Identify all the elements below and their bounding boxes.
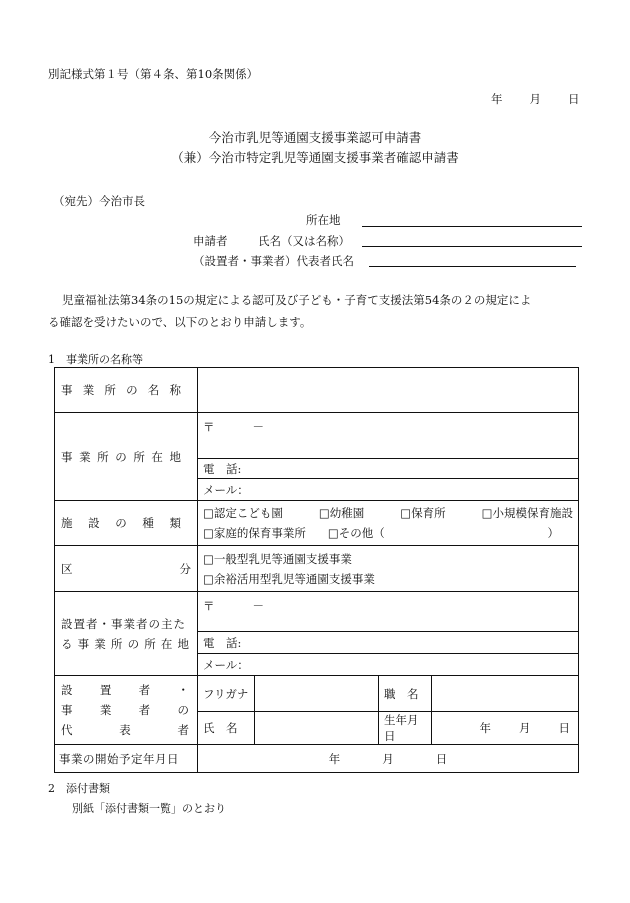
start-date-label: 事業の開始予定年月日: [55, 745, 198, 773]
email-label-2: メール：: [203, 657, 249, 672]
office-location-label: 事業所の所在地: [55, 413, 198, 501]
main-office-email-field[interactable]: [198, 654, 579, 676]
main-office-postal-field[interactable]: [198, 592, 579, 632]
date-month: 月: [529, 92, 541, 106]
office-email-field[interactable]: [198, 479, 579, 501]
main-office-label: [55, 592, 198, 676]
category-label: [55, 546, 198, 592]
checkbox-yoyu-katsuyo-gata[interactable]: □余裕活用型乳児等通園支援事業: [203, 571, 375, 586]
furigana-field[interactable]: [255, 676, 379, 712]
shimei-label: 氏 名: [198, 712, 255, 745]
office-phone-field[interactable]: [198, 459, 579, 479]
postal-dash: －: [252, 420, 264, 434]
title-line-2: （兼）今治市特定乳児等通園支援事業者確認申請書: [171, 150, 459, 165]
main-office-phone-field[interactable]: [198, 632, 579, 654]
start-day: 日: [435, 751, 448, 766]
office-name-label: 事業所の名称: [55, 368, 198, 413]
row-main-office-postal: [55, 592, 579, 632]
shimei-field[interactable]: [255, 712, 379, 745]
postal-mark: 〒: [203, 420, 215, 434]
checkbox-nintei-kodomoen[interactable]: □認定こども園: [203, 506, 283, 520]
furigana-label: フリガナ: [198, 676, 255, 712]
addressee: （宛先）今治市長: [53, 194, 145, 208]
checkbox-sonota[interactable]: □その他（: [327, 526, 385, 540]
phone-label-2: 電 話:: [203, 635, 242, 650]
birth-day: 日: [558, 721, 570, 735]
date-line: [491, 91, 580, 107]
date-day: 日: [568, 92, 580, 106]
row-representative-furigana: [55, 676, 579, 712]
body-text-1: 児童福祉法第34条の15の規定による認可及び子ども・子育て支援法第54条の２の規定によ: [62, 293, 532, 307]
main-office-label-2: る事業所の所在地: [61, 636, 191, 651]
checkbox-shokibo-hoiku[interactable]: □小規模保育施設: [481, 506, 573, 520]
postal-mark-2: 〒: [203, 599, 215, 613]
applicant-address-line[interactable]: [362, 226, 582, 227]
checkbox-ippan-gata[interactable]: □一般型乳児等通園支援事業: [203, 551, 352, 566]
applicant-name-line[interactable]: [362, 246, 582, 247]
shokumei-label: 職 名: [379, 676, 432, 712]
title-line-1: 今治市乳児等通園支援事業認可申請書: [208, 130, 422, 145]
category-label-left: 区: [61, 561, 73, 576]
phone-label: 電 話:: [203, 461, 242, 476]
representative-label: [55, 676, 198, 745]
application-table: [54, 367, 579, 773]
start-date-field[interactable]: [198, 745, 579, 773]
category-label-right: 分: [179, 561, 191, 576]
rep-label-3: 代表者: [61, 723, 191, 737]
rep-label-1: 設置者・: [61, 683, 191, 697]
body-text-2: る確認を受けたいので、以下のとおり申請します。: [48, 315, 312, 329]
applicant-rep-line[interactable]: [369, 266, 576, 267]
applicant-name-label: 氏名（又は名称）: [258, 234, 350, 248]
applicant-rep-label: （設置者・事業者）代表者氏名: [193, 254, 354, 268]
birth-field[interactable]: [432, 712, 579, 745]
start-year: 年: [328, 751, 341, 766]
checkbox-kateiteki-hoiku[interactable]: □家庭的保育事業所: [203, 526, 306, 540]
row-category: [55, 546, 579, 592]
birth-month: 月: [519, 721, 531, 735]
checkbox-yochien[interactable]: □幼稚園: [318, 506, 365, 520]
section1-heading: 1 事業所の名称等: [48, 353, 143, 366]
row-office-name: [55, 368, 579, 413]
facility-type-options: [198, 501, 579, 546]
rep-label-2: 事業者の: [61, 703, 191, 717]
office-name-field[interactable]: [198, 368, 579, 413]
facility-type-label: 施設の種類: [55, 501, 198, 546]
office-postal-field[interactable]: [198, 413, 579, 459]
applicant-role-label: 申請者: [193, 234, 228, 248]
main-office-label-1: 設置者・事業者の主た: [61, 616, 186, 631]
row-start-date: [55, 745, 579, 773]
category-options: [198, 546, 579, 592]
checkbox-hoikusho[interactable]: □保育所: [400, 506, 446, 520]
section2-heading: 2 添付書類: [48, 782, 110, 795]
form-reference: 別記様式第１号（第４条、第10条関係）: [48, 67, 259, 81]
row-facility-type: [55, 501, 579, 546]
date-year: 年: [491, 92, 503, 106]
applicant-address-label: 所在地: [306, 213, 341, 227]
shokumei-field[interactable]: [432, 676, 579, 712]
postal-dash-2: －: [252, 599, 264, 613]
sonota-close-paren: ）: [547, 526, 559, 540]
email-label: メール：: [203, 482, 249, 497]
section2-text: 別紙「添付書類一覧」のとおり: [72, 802, 226, 815]
birth-year: 年: [479, 721, 491, 735]
birth-label: 生年月日: [379, 712, 432, 745]
row-office-location-postal: [55, 413, 579, 459]
start-month: 月: [382, 751, 394, 766]
